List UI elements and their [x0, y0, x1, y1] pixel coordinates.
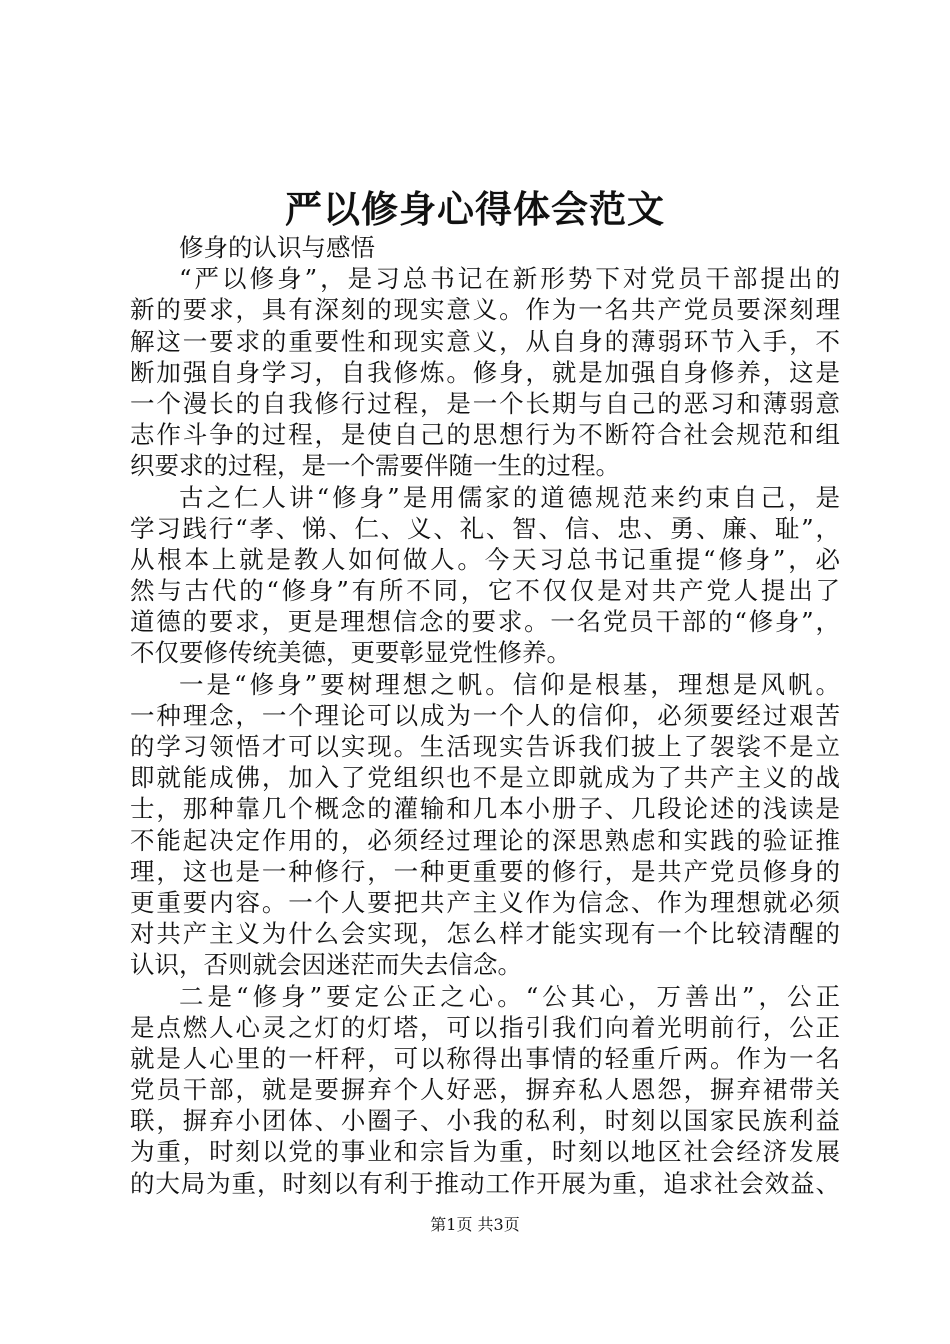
text-line: 志作斗争的过程，是使自己的思想行为不断符合社会规范和组	[130, 420, 840, 450]
text-line: 对共产主义为什么会实现，怎么样才能实现有一个比较清醒的	[130, 919, 840, 949]
text-line: 学习践行“孝、悌、仁、义、礼、智、信、忠、勇、廉、耻”，	[130, 513, 840, 543]
text-line: “严以修身”，是习总书记在新形势下对党员干部提出的	[179, 264, 840, 294]
document-body	[130, 232, 840, 1199]
text-line: 士，那种靠几个概念的灌输和几本小册子、几段论述的浅读是	[130, 794, 840, 824]
text-line: 不仅要修传统美德，更要彰显党性修养。	[130, 638, 571, 668]
text-line: 是点燃人心灵之灯的灯塔，可以指引我们向着光明前行，公正	[130, 1012, 840, 1042]
text-line: 认识，否则就会因迷茫而失去信念。	[130, 950, 522, 980]
text-line: 道德的要求，更是理想信念的要求。一名党员干部的“修身”，	[130, 607, 840, 637]
text-line: 不能起决定作用的，必须经过理论的深思熟虑和实践的验证推	[130, 825, 840, 855]
text-line: 二是“修身”要定公正之心。“公其心，万善出”，公正	[179, 981, 840, 1011]
text-line: 联，摒弃小团体、小圈子、小我的私利，时刻以国家民族利益	[130, 1106, 840, 1136]
text-line: 新的要求，具有深刻的现实意义。作为一名共产党员要深刻理	[130, 295, 840, 325]
text-line: 织要求的过程，是一个需要伴随一生的过程。	[130, 451, 620, 481]
text-line: 的学习领悟才可以实现。生活现实告诉我们披上了袈裟不是立	[130, 732, 840, 761]
text-line: 一种理念，一个理论可以成为一个人的信仰，必须要经过艰苦	[130, 700, 840, 730]
text-line: 理，这也是一种修行，一种更重要的修行，是共产党员修身的	[130, 856, 840, 886]
document-title: 严以修身心得体会范文	[285, 187, 665, 231]
page-number-footer: 第1页 共3页	[430, 1215, 520, 1234]
text-line: 就是人心里的一杆秤，可以称得出事情的轻重斤两。作为一名	[130, 1043, 840, 1073]
text-line: 然与古代的“修身”有所不同，它不仅仅是对共产党人提出了	[130, 576, 840, 606]
text-line: 一是“修身”要树理想之帆。信仰是根基，理想是风帆。	[179, 669, 840, 699]
text-line: 修身的认识与感悟	[179, 233, 375, 262]
text-line: 一个漫长的自我修行过程，是一个长期与自己的恶习和薄弱意	[130, 388, 840, 418]
text-line: 即就能成佛，加入了党组织也不是立即就成为了共产主义的战	[130, 763, 840, 793]
text-line: 更重要内容。一个人要把共产主义作为信念、作为理想就必须	[130, 887, 840, 917]
text-line: 断加强自身学习，自我修炼。修身，就是加强自身修养，这是	[130, 357, 840, 387]
text-line: 解这一要求的重要性和现实意义，从自身的薄弱环节入手，不	[130, 326, 840, 356]
text-line: 的大局为重，时刻以有利于推动工作开展为重，追求社会效益、	[130, 1168, 840, 1198]
text-line: 党员干部，就是要摒弃个人好恶，摒弃私人恩怨，摒弃裙带关	[130, 1075, 840, 1105]
text-line: 从根本上就是教人如何做人。今天习总书记重提“修身”，必	[130, 544, 840, 574]
text-line: 为重，时刻以党的事业和宗旨为重，时刻以地区社会经济发展	[130, 1137, 840, 1167]
text-line: 古之仁人讲“修身”是用儒家的道德规范来约束自己，是	[179, 482, 840, 512]
